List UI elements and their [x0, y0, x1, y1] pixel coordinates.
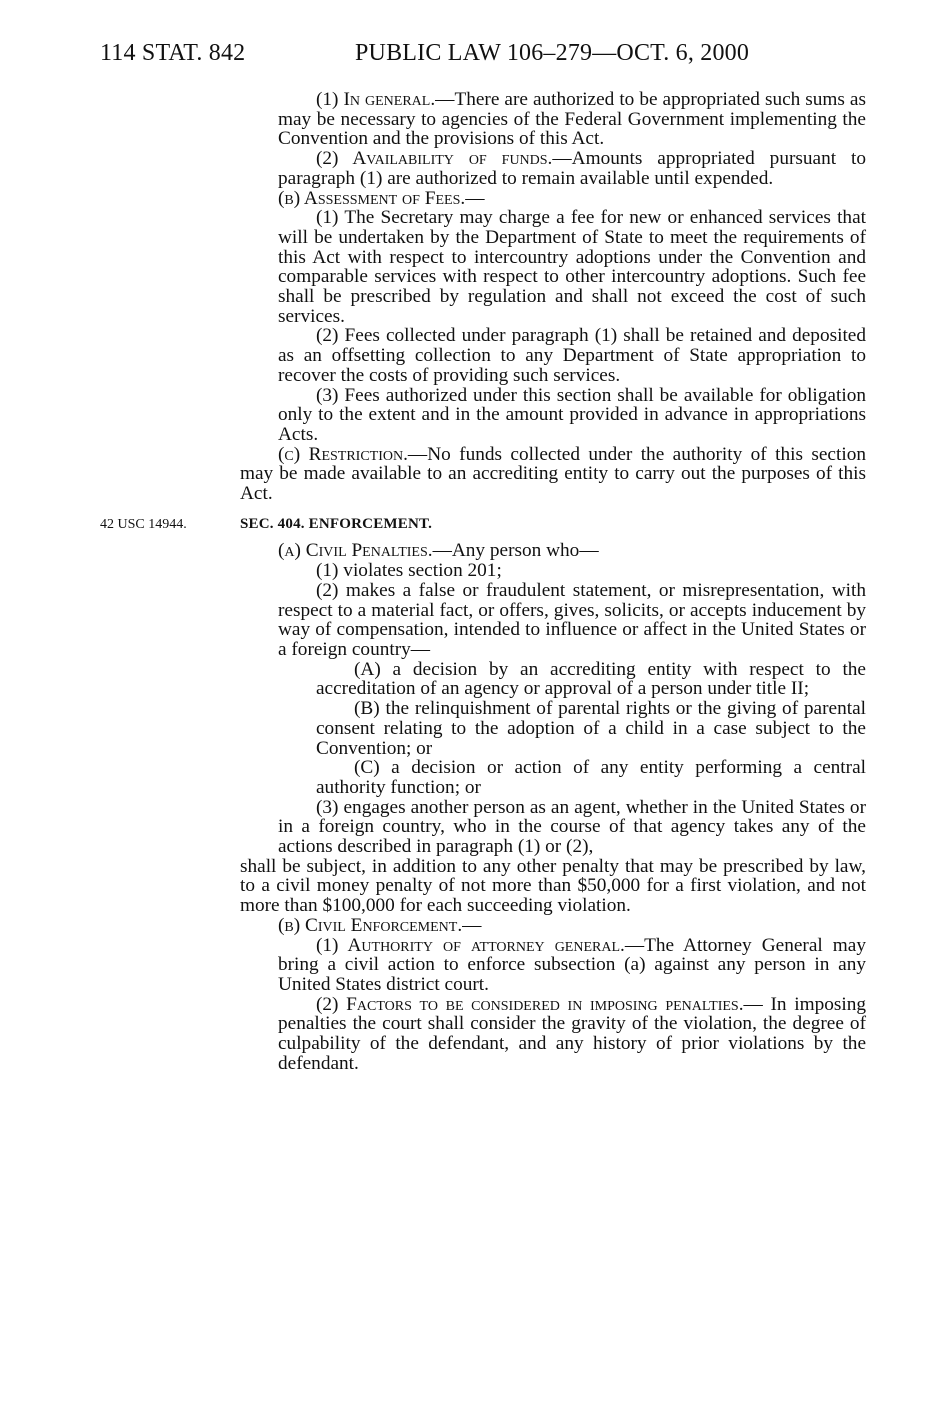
- subsection-b-civil-enforcement: [240, 916, 866, 936]
- heading-restriction: (c) Restriction.: [278, 443, 408, 465]
- heading-factors-in-penalties: (2) Factors to be considered in imposing penalties.: [316, 993, 744, 1015]
- subparagraph-C: (C) a decision or action of any entity performing a central authority function; or: [316, 757, 866, 798]
- paragraph-404-a3: (3) engages another person as an agent, whether in the United States or in a foreign country, who in the course of that agency takes any of the actions described in paragraph (1) or (2),: [278, 796, 866, 858]
- subsection-b-assessment: [240, 189, 866, 209]
- paragraph-a1: [240, 90, 866, 149]
- subsection-b-enforcement-dash: —: [462, 914, 482, 936]
- paragraph-a2: [240, 149, 866, 188]
- paragraph-404-a2: (2) makes a false or fraudulent statement, or misrepresentation, with respect to a material fact, or offers, gives, solicits, or accepts inducement by way of compensation, intended to influence or affect in the United States or a foreign country—: [278, 579, 866, 660]
- penalty-clause: shall be subject, in addition to any other penalty that may be prescribed by law, to a civil money penalty of not more than $50,000 for a first violation, and not more than $100,000 for each succeeding violation.: [240, 855, 866, 917]
- paragraph-b1: (1) The Secretary may charge a fee for new or enhanced services that will be undertaken by the Department of State to meet the requirements of this Act with respect to intercountry adoptions under the Convention and comparable services with respect to other intercountry adoptions. Such fee shall be prescribed by regulation and shall not exceed the cost of such services.: [278, 207, 866, 327]
- heading-civil-enforcement: (b) Civil Enforcement.: [278, 914, 463, 936]
- page-header: [100, 40, 750, 67]
- subparagraph-A: (A) a decision by an accrediting entity with respect to the accreditation of an agency or approval of a person under title II;: [316, 658, 866, 700]
- subparagraph-B: (B) the relinquishment of parental rights or the giving of parental consent relating to the adoption of a child in a case subject to the Convention; or: [316, 698, 866, 759]
- public-law-citation: PUBLIC LAW 106–279—OCT. 6, 2000: [355, 40, 750, 66]
- section-heading: SEC. 404. ENFORCEMENT.: [240, 515, 433, 532]
- paragraph-404-b1: [240, 936, 866, 995]
- subsection-c-restriction: [240, 445, 866, 504]
- paragraph-404-b2-text: — In imposing penalties the court shall consider the gravity of the violation, the degree of culpability of the defendant, and any history of prior violations by the defendant.: [278, 993, 867, 1074]
- paragraph-404-b2: [240, 995, 866, 1074]
- paragraph-b3: (3) Fees authorized under this section shall be available for obligation only to the extent and in the amount provided in advance in appropriations Acts.: [278, 384, 866, 445]
- document-body: [100, 89, 867, 1074]
- paragraph-a1-text: —There are authorized to be appropriated such sums as may be necessary to agencies of the Federal Government implementing the Convention and the provisions of this Act.: [278, 89, 866, 150]
- subsection-a-civil-penalties: [240, 541, 866, 561]
- heading-availability-of-funds: (2) Availability of funds.: [316, 148, 553, 170]
- paragraph-404-b1-text: —The Attorney General may bring a civil action to enforce subsection (a) against any person in any United States district court.: [278, 934, 866, 995]
- subsection-c-text: —No funds collected under the authority of this section may be made available to an accrediting entity to carry out the purposes of this Act.: [240, 443, 866, 505]
- stat-page-number: 114 STAT. 842: [100, 40, 246, 66]
- heading-civil-penalties: (a) Civil Penalties.: [278, 540, 433, 562]
- subsection-a-text: —Any person who—: [432, 540, 599, 562]
- heading-authority-of-attorney-general: (1) Authority of attorney general.: [316, 934, 625, 956]
- section-404-heading-row: [100, 513, 866, 535]
- heading-in-general: (1) In general.: [316, 89, 436, 110]
- usc-margin-note: 42 USC 14944.: [100, 516, 187, 532]
- paragraph-404-a1: (1) violates section 201;: [316, 560, 502, 582]
- heading-assessment-of-fees: (b) Assessment of Fees.: [278, 187, 466, 209]
- subsection-b-dash: —: [465, 187, 485, 209]
- paragraph-b2: (2) Fees collected under paragraph (1) shall be retained and deposited as an offsetting collection to any Department of State appropriation to recover the costs of providing such services.: [278, 325, 866, 386]
- paragraph-a2-text: —Amounts appropriated pursuant to paragraph (1) are authorized to remain available until expended.: [278, 148, 867, 189]
